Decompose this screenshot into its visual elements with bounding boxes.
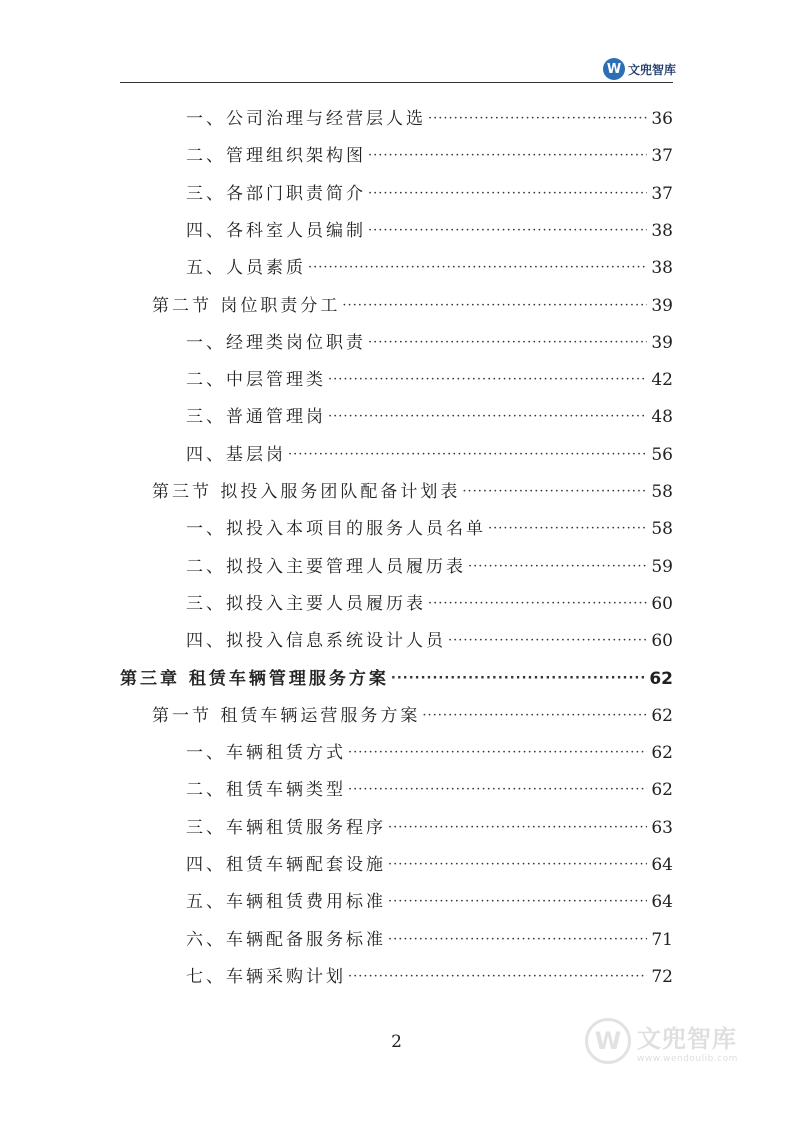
toc-entry-page: 38: [651, 220, 673, 241]
toc-entry-item[interactable]: [186, 775, 673, 805]
toc-leader-dots: [391, 664, 645, 694]
toc-entry-page: 63: [651, 817, 673, 838]
toc-entry-title: 第三章 租赁车辆管理服务方案: [120, 668, 389, 689]
toc-entry-item[interactable]: [186, 589, 673, 619]
toc-entry-title: 四、基层岗: [186, 444, 286, 465]
toc-leader-dots: [348, 775, 647, 805]
toc-entry-item[interactable]: [186, 738, 673, 768]
toc-entry-page: 39: [651, 295, 673, 316]
toc-entry-title: 二、租赁车辆类型: [186, 780, 346, 801]
toc-entry-chapter[interactable]: [120, 664, 673, 694]
toc-leader-dots: [462, 477, 647, 507]
toc-entry-item[interactable]: [186, 887, 673, 917]
toc-leader-dots: [288, 440, 647, 470]
toc-entry-title: 三、拟投入主要人员履历表: [186, 593, 426, 614]
toc-entry-page: 60: [651, 593, 673, 614]
toc-entry-page: 56: [651, 444, 673, 465]
toc-entry-title: 第三节 拟投入服务团队配备计划表: [152, 482, 461, 502]
toc-entry-item[interactable]: [186, 850, 673, 880]
watermark-text: 文兜智库: [637, 1024, 737, 1053]
toc-leader-dots: [342, 291, 647, 321]
toc-entry-item[interactable]: [186, 104, 673, 134]
toc-leader-dots: [422, 701, 647, 731]
toc-entry-page: 42: [651, 370, 673, 391]
toc-leader-dots: [388, 925, 647, 955]
header-divider: [120, 82, 673, 83]
toc-entry-page: 58: [651, 482, 673, 502]
toc-entry-title: 三、车辆租赁服务程序: [186, 817, 386, 838]
toc-entry-item[interactable]: [186, 253, 673, 283]
toc-entry-page: 58: [651, 519, 673, 540]
toc-leader-dots: [368, 179, 647, 209]
toc-leader-dots: [328, 365, 647, 395]
toc-entry-title: 二、管理组织架构图: [186, 146, 366, 167]
watermark-url: www.wendoulib.com: [637, 1053, 738, 1064]
logo-text: 文兜智库: [628, 62, 677, 77]
toc-entry-page: 71: [651, 929, 673, 950]
toc-entry-title: 二、拟投入主要管理人员履历表: [186, 556, 466, 577]
toc-leader-dots: [488, 514, 647, 544]
toc-entry-title: 六、车辆配备服务标准: [186, 929, 386, 950]
toc-entry-section[interactable]: [152, 291, 673, 321]
toc-entry-page: 62: [649, 668, 673, 689]
toc-entry-page: 62: [651, 743, 673, 764]
page-number: 2: [391, 1032, 402, 1052]
toc-entry-page: 36: [651, 109, 673, 129]
toc-entry-item[interactable]: [186, 813, 673, 843]
toc-leader-dots: [388, 887, 647, 917]
toc-entry-title: 四、各科室人员编制: [186, 220, 366, 241]
toc-entry-page: 59: [651, 556, 673, 577]
toc-leader-dots: [308, 253, 647, 283]
toc-entry-title: 一、车辆租赁方式: [186, 743, 346, 764]
toc-entry-title: 五、人员素质: [186, 258, 306, 279]
toc-entry-item[interactable]: [186, 962, 673, 992]
toc-leader-dots: [368, 141, 647, 171]
logo-icon: W: [603, 58, 625, 80]
toc-entry-page: 60: [651, 631, 673, 652]
toc-entry-item[interactable]: [186, 179, 673, 209]
toc-leader-dots: [388, 813, 647, 843]
toc-entry-title: 一、公司治理与经营层人选: [186, 109, 426, 129]
toc-entry-section[interactable]: [152, 701, 673, 731]
toc-leader-dots: [348, 962, 647, 992]
toc-leader-dots: [368, 216, 647, 246]
toc-entry-section[interactable]: [152, 477, 673, 507]
toc-entry-page: 37: [651, 146, 673, 167]
header-logo: [603, 57, 676, 81]
toc-entry-title: 一、拟投入本项目的服务人员名单: [186, 519, 486, 540]
toc-leader-dots: [428, 589, 647, 619]
watermark: [585, 1018, 738, 1064]
toc-entry-item[interactable]: [186, 328, 673, 358]
toc-entry-title: 五、车辆租赁费用标准: [186, 892, 386, 913]
toc-entry-item[interactable]: [186, 216, 673, 246]
toc-leader-dots: [368, 328, 647, 358]
toc-entry-title: 三、各部门职责简介: [186, 183, 366, 204]
toc-entry-title: 三、普通管理岗: [186, 407, 326, 428]
toc-leader-dots: [328, 402, 647, 432]
toc-leader-dots: [468, 552, 647, 582]
toc-entry-title: 四、拟投入信息系统设计人员: [186, 631, 446, 652]
toc-entry-page: 38: [651, 258, 673, 279]
toc-entry-page: 37: [651, 183, 673, 204]
toc-entry-page: 72: [651, 966, 673, 987]
toc-entry-item[interactable]: [186, 440, 673, 470]
toc-entry-item[interactable]: [186, 626, 673, 656]
toc-leader-dots: [388, 850, 647, 880]
toc-entry-page: 62: [651, 780, 673, 801]
toc-leader-dots: [448, 626, 647, 656]
toc-entry-page: 48: [651, 407, 673, 428]
toc-entry-page: 62: [651, 705, 673, 726]
toc-entry-title: 四、租赁车辆配套设施: [186, 855, 386, 875]
toc-leader-dots: [428, 104, 647, 134]
toc-entry-item[interactable]: [186, 552, 673, 582]
toc-entry-item[interactable]: [186, 402, 673, 432]
toc-entry-title: 第二节 岗位职责分工: [152, 295, 341, 316]
toc-entry-title: 第一节 租赁车辆运营服务方案: [152, 705, 421, 726]
toc-entry-page: 64: [651, 855, 673, 875]
toc-leader-dots: [348, 738, 647, 768]
toc-entry-item[interactable]: [186, 141, 673, 171]
toc-entry-title: 二、中层管理类: [186, 370, 326, 391]
toc-entry-page: 39: [651, 332, 673, 353]
toc-entry-item[interactable]: [186, 365, 673, 395]
toc-entry-item[interactable]: [186, 514, 673, 544]
toc-entry-item[interactable]: [186, 925, 673, 955]
toc-entry-title: 七、车辆采购计划: [186, 966, 346, 987]
toc-entry-title: 一、经理类岗位职责: [186, 332, 366, 353]
toc-entry-page: 64: [651, 892, 673, 913]
watermark-logo-icon: W: [585, 1018, 631, 1064]
